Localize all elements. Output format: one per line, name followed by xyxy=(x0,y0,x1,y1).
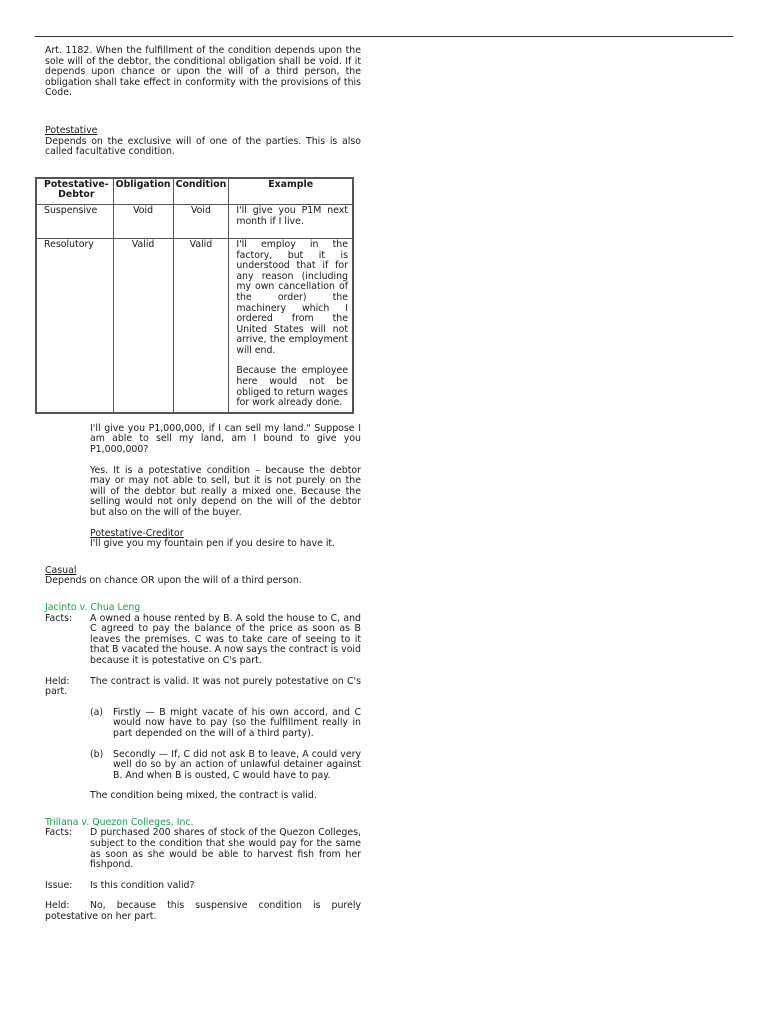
row-type: Suspensive xyxy=(36,204,113,238)
point-marker: (a) xyxy=(90,706,104,718)
point-text: Secondly — If, C did not ask B to leave, A could very well do so by an action of unlawful detainer against B. And when B is ousted, C would have to pay. xyxy=(113,748,361,781)
facts-text: A owned a house rented by B. A sold the house to C, and C agreed to pay the balance of the price as soon as B leaves the premises. C was to take care of seeing to it that B vacated the house. A now says the contract is void because it is potestative on C's part. xyxy=(90,612,361,666)
issue-text: Is this condition valid? xyxy=(90,879,195,891)
held-text: No, because this suspensive condition is purely potestative on her part. xyxy=(45,900,361,923)
facts-label: Facts: xyxy=(45,612,73,624)
condition-table xyxy=(35,177,354,414)
case2-facts xyxy=(45,828,361,870)
mixed-question: I'll give you P1,000,000, if I can sell my land." Suppose I am able to sell my land, am I bound to give you P1,000,000? xyxy=(90,422,361,456)
mixed-answer: Yes. It is a potestative condition – because the debtor may or may not able to sell, but it is not purely on the will of the debtor but really a mixed one. Because the selling would not only depend on the will of the debtor but also on the will of the buyer. xyxy=(90,464,361,518)
document-column xyxy=(45,46,361,923)
case1-held xyxy=(45,677,361,698)
held-label: Held: xyxy=(45,900,70,912)
point-text: Firstly — B might vacate of his own accord, and C would now have to pay (so the fulfillment really in part depended on the will of a third party). xyxy=(113,706,361,739)
example-text: I'll give you P1M next month if I live. xyxy=(236,204,348,227)
row-example xyxy=(229,204,353,238)
row-obligation: Void xyxy=(113,204,173,238)
case1-facts xyxy=(45,614,361,667)
header-obligation: Obligation xyxy=(113,178,173,205)
mixed-example xyxy=(90,424,361,550)
row-example xyxy=(229,238,353,412)
row-condition: Void xyxy=(173,204,229,238)
case2-issue xyxy=(45,881,361,892)
table-header-row xyxy=(36,178,353,205)
table-row xyxy=(36,204,353,238)
creditor-heading: Potestative-Creditor xyxy=(90,527,184,539)
table-row xyxy=(36,238,353,412)
example-text: I'll employ in the factory, but it is understood that if for any reason (including my own cancellation of the order) the machinery which I ordered from the United States will not arrive, the employment will end. xyxy=(236,238,348,356)
potestative-definition: Depends on the exclusive will of one of the parties. This is also called facultative condition. xyxy=(45,135,361,158)
point-marker: (b) xyxy=(90,748,104,760)
header-potestative-debtor: Potestative-Debtor xyxy=(36,178,113,205)
row-obligation: Valid xyxy=(113,238,173,412)
case1-point-b xyxy=(90,750,361,782)
creditor-example: I'll give you my fountain pen if you desire to have it. xyxy=(90,538,336,550)
potestative-heading: Potestative xyxy=(45,124,98,136)
header-example: Example xyxy=(229,178,353,205)
case2-held xyxy=(45,901,361,922)
issue-label: Issue: xyxy=(45,879,73,891)
top-rule xyxy=(35,36,733,37)
case1-conclusion: The condition being mixed, the contract is valid. xyxy=(90,790,317,802)
held-text: The contract is valid. It was not purely potestative on C's part. xyxy=(45,675,361,698)
case1-point-a xyxy=(90,708,361,740)
facts-label: Facts: xyxy=(45,827,73,839)
case-title-trillana: Trillana v. Quezon Colleges, Inc. xyxy=(45,816,194,828)
held-label: Held: xyxy=(45,675,70,687)
row-condition: Valid xyxy=(173,238,229,412)
article-1182: Art. 1182. When the fulfillment of the condition depends upon the sole will of the debtor, the conditional obligation shall be void. If it depends upon chance or upon the will of a third person, the obligation shall take effect in conformity with the provisions of this Code. xyxy=(45,45,361,99)
casual-definition: Depends on chance OR upon the will of a third person. xyxy=(45,575,302,587)
case-title-jacinto: Jacinto v. Chua Leng xyxy=(45,601,141,613)
casual-heading: Casual xyxy=(45,564,77,576)
facts-text: D purchased 200 shares of stock of the Quezon Colleges, subject to the condition that she would pay for the same as soon as she would be able to harvest fish from her fishpond. xyxy=(90,827,361,871)
example-text: Because the employee here would not be obliged to return wages for work already done. xyxy=(236,365,348,409)
header-condition: Condition xyxy=(173,178,229,205)
row-type: Resolutory xyxy=(36,238,113,412)
